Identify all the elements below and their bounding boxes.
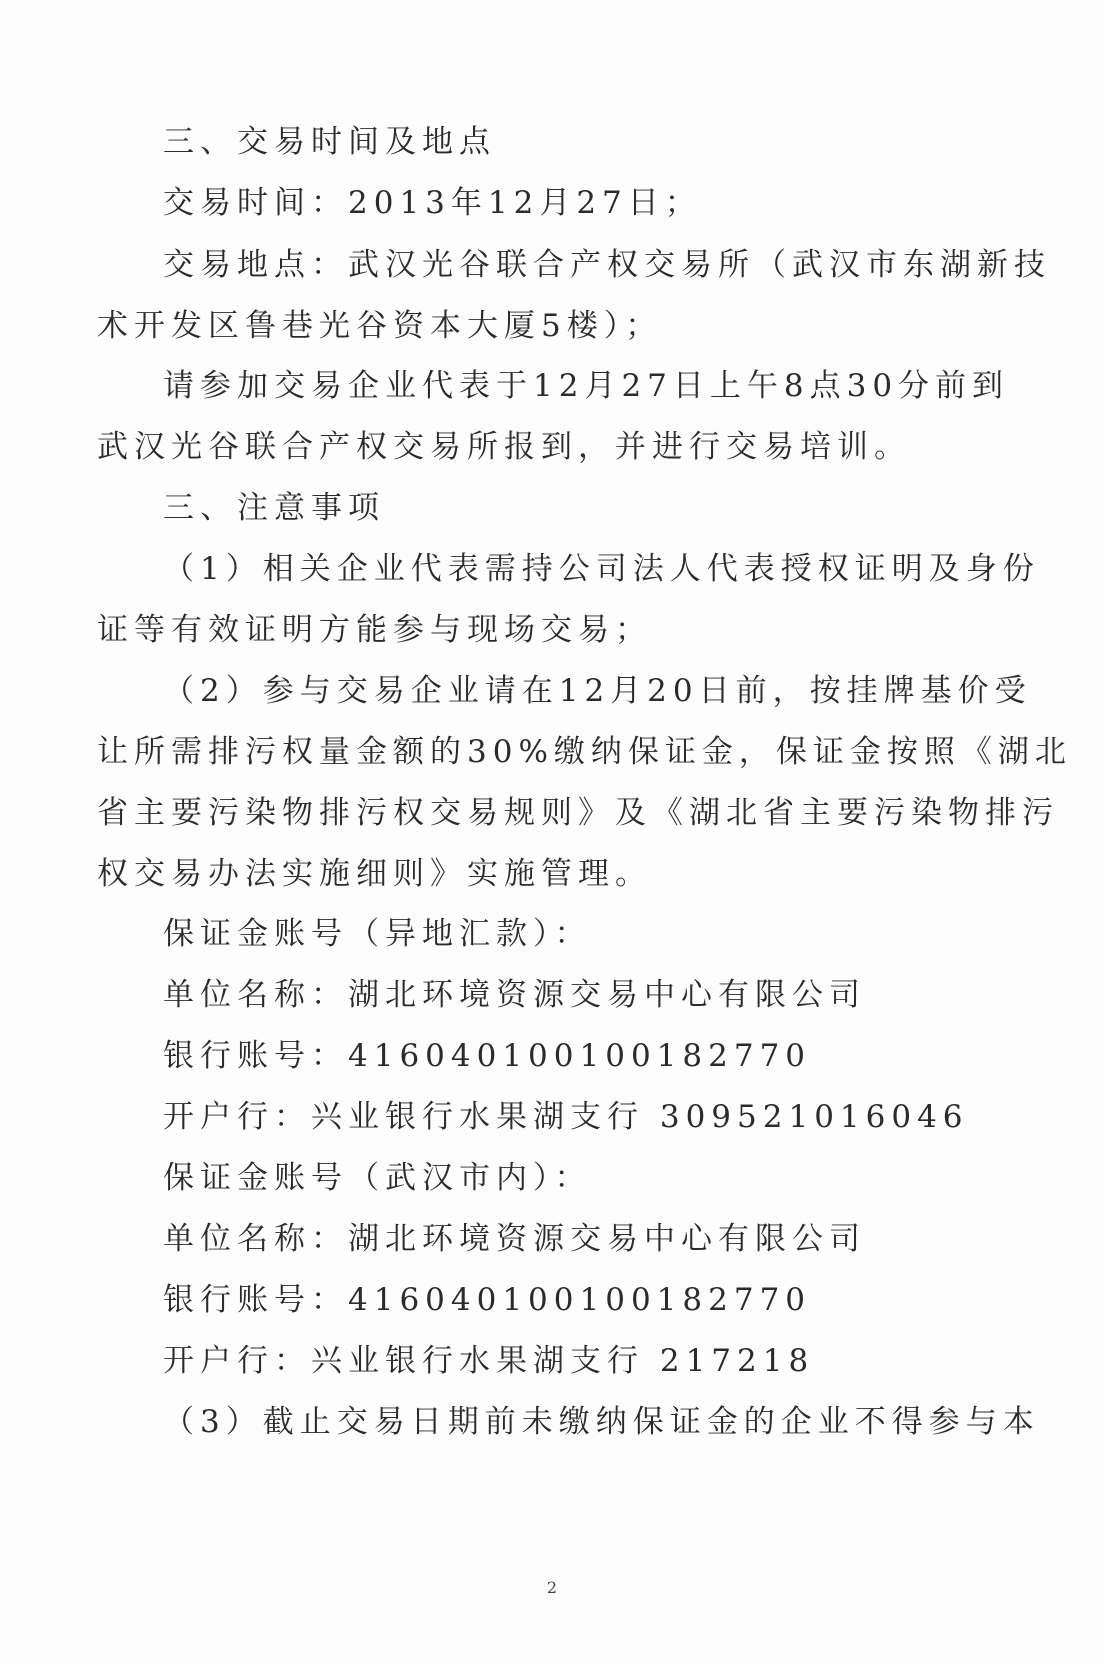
note-2-line: （2）参与交易企业请在12月20日前，按挂牌基价受	[163, 673, 1032, 709]
note-1-line-cont: 证等有效证明方能参与现场交易；	[97, 612, 652, 648]
note-3-line: （3）截止交易日期前未缴纳保证金的企业不得参与本	[163, 1404, 1040, 1440]
report-instruction-line-cont: 武汉光谷联合产权交易所报到，并进行交易培训。	[97, 429, 911, 465]
local-unit-name: 单位名称：湖北环境资源交易中心有限公司	[163, 1221, 866, 1257]
deposit-account-local-heading: 保证金账号（武汉市内）：	[163, 1160, 592, 1196]
note-1-line: （1）相关企业代表需持公司法人代表授权证明及身份	[163, 551, 1040, 587]
note-2-line-cont-2: 省主要污染物排污权交易规则》及《湖北省主要污染物排污	[97, 795, 1059, 831]
report-instruction-line: 请参加交易企业代表于12月27日上午8点30分前到	[163, 368, 1010, 404]
remote-bank-branch: 开户行：兴业银行水果湖支行 309521016046	[163, 1099, 969, 1135]
trade-time-line: 交易时间：2013年12月27日；	[163, 185, 702, 221]
trade-location-line: 交易地点：武汉光谷联合产权交易所（武汉市东湖新技	[163, 247, 1051, 283]
note-2-line-cont-1: 让所需排污权量金额的30%缴纳保证金，保证金按照《湖北	[97, 734, 1072, 770]
page-number: 2	[546, 1578, 558, 1597]
note-2-line-cont-3: 权交易办法实施细则》实施管理。	[97, 856, 652, 892]
remote-bank-account: 银行账号：416040100100182770	[163, 1038, 812, 1074]
remote-unit-name: 单位名称：湖北环境资源交易中心有限公司	[163, 977, 866, 1013]
section-heading-notes: 三、注意事项	[163, 490, 385, 526]
deposit-account-remote-heading: 保证金账号（异地汇款）：	[163, 916, 592, 952]
local-bank-account: 银行账号：416040100100182770	[163, 1282, 812, 1318]
trade-location-line-cont: 术开发区鲁巷光谷资本大厦5楼）；	[97, 308, 663, 344]
local-bank-branch: 开户行：兴业银行水果湖支行 217218	[163, 1343, 815, 1379]
section-heading-time-location: 三、交易时间及地点	[163, 124, 496, 160]
